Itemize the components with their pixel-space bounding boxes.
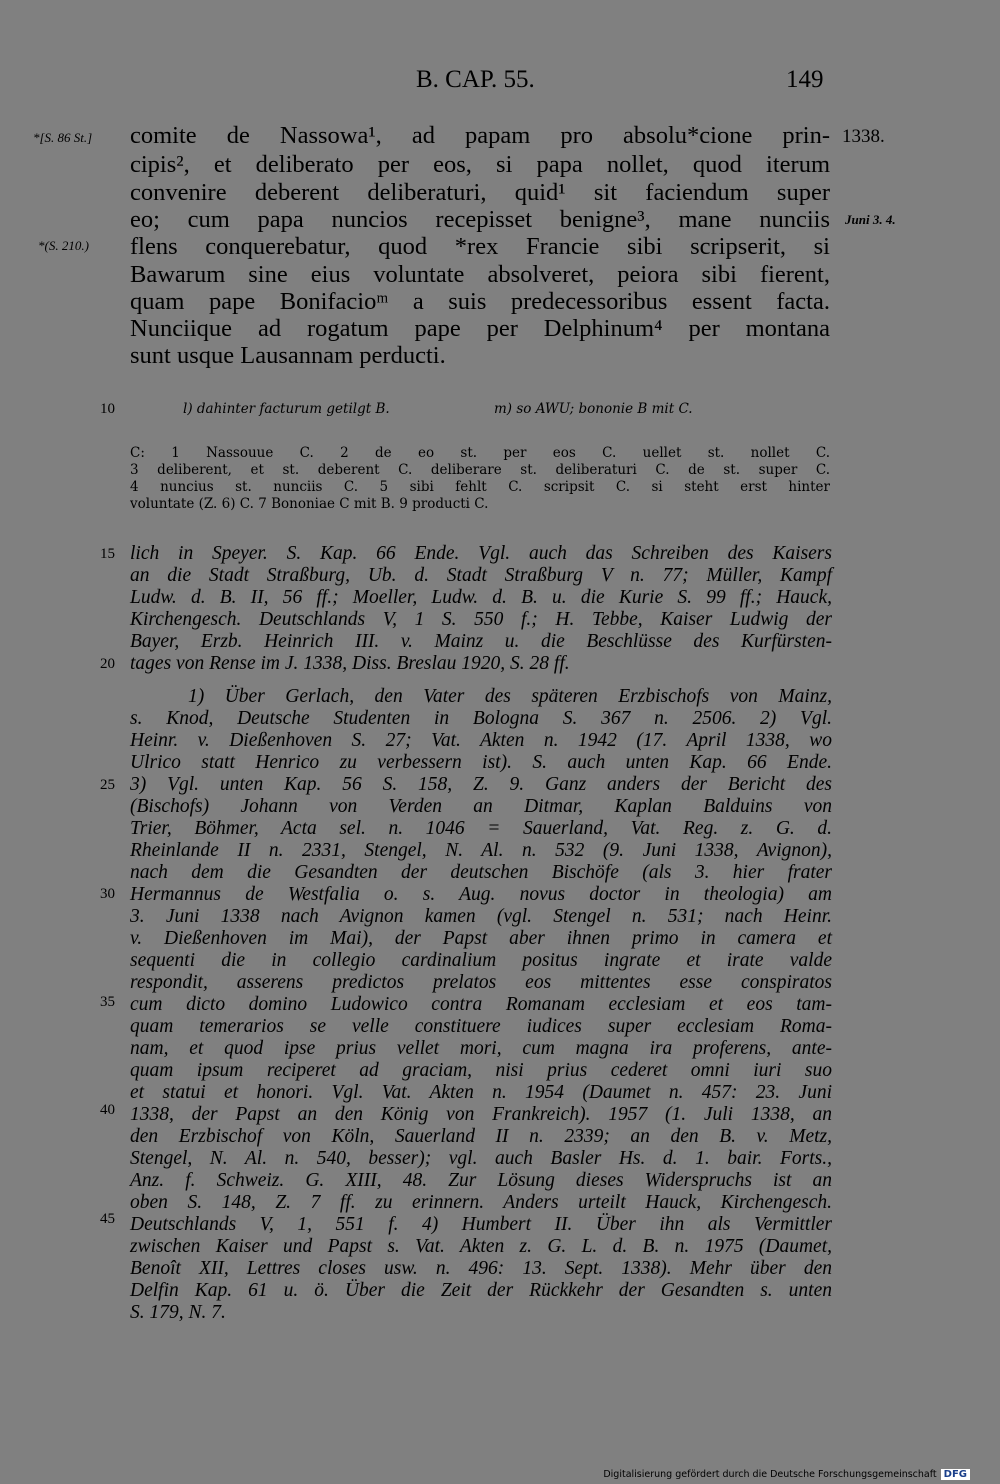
footnote-line: sequenti die in collegio cardinalium positus ingrate et irate valde bbox=[130, 950, 832, 971]
line-number: 40 bbox=[100, 1102, 115, 1118]
footnote-line: Ulrico statt Henrico zu verbessern ist). S. auch unten Kap. 66 Ende. bbox=[130, 752, 832, 773]
main-text-line: flens conquerebatur, quod *rex Francie sibi scripserit, si bbox=[130, 233, 830, 260]
footnote-line: respondit, asserens predictos prelatos eos mittentes esse conspiratos bbox=[130, 972, 832, 993]
footnote-line: Trier, Böhmer, Acta sel. n. 1046 = Sauerland, Vat. Reg. z. G. d. bbox=[130, 818, 832, 839]
page-number: 149 bbox=[786, 66, 824, 93]
running-header: B. CAP. 55. bbox=[416, 66, 535, 93]
main-text-line: eo; cum papa nuncios recepisset benigne³, mane nunciis bbox=[130, 206, 830, 233]
line-number: 30 bbox=[100, 886, 115, 902]
footnote-line: an die Stadt Straßburg, Ub. d. Stadt Straßburg V n. 77; Müller, Kampf bbox=[130, 565, 832, 586]
footnote-line: oben S. 148, Z. 7 ff. zu erinnern. Anders urteilt Hauck, Kirchengesch. bbox=[130, 1192, 832, 1213]
line-number: 35 bbox=[100, 994, 115, 1010]
footnote-line: 1338, der Papst an den König von Frankreich). 1957 (1. Juli 1338, an bbox=[130, 1104, 832, 1125]
footnote-line: Anz. f. Schweiz. G. XIII, 48. Zur Lösung dieses Widerspruchs ist an bbox=[130, 1170, 832, 1191]
line-number: 15 bbox=[100, 546, 115, 562]
dfg-logo-icon: DFG bbox=[941, 1469, 970, 1480]
apparatus-entry-l: l) dahinter facturum getilgt B. bbox=[183, 401, 390, 417]
variant-line: C: 1 Nassouue C. 2 de eo st. per eos C. uellet st. nollet C. bbox=[130, 445, 830, 461]
main-text-line: comite de Nassowa¹, ad papam pro absolu*cione prin- bbox=[130, 122, 830, 149]
footnote-line: Heinr. v. Dießenhoven S. 27; Vat. Akten n. 1942 (17. April 1338, wo bbox=[130, 730, 832, 751]
footnote-line: 3) Vgl. unten Kap. 56 S. 158, Z. 9. Ganz anders der Bericht des bbox=[130, 774, 832, 795]
footnote-line: S. 179, N. 7. bbox=[130, 1302, 226, 1323]
footnote-line: den Erzbischof von Köln, Sauerland II n. 2339; an den B. v. Metz, bbox=[130, 1126, 832, 1147]
line-number: 20 bbox=[100, 656, 115, 672]
main-text-line: sunt usque Lausannam perducti. bbox=[130, 342, 446, 369]
main-text-line: convenire deberent deliberaturi, quid¹ sit faciendum super bbox=[130, 179, 830, 206]
margin-note-ref-1: *[S. 86 St.] bbox=[33, 130, 93, 145]
main-text-line: cipis², et deliberato per eos, si papa nollet, quod iterum bbox=[130, 151, 830, 178]
footnote-line: Deutschlands V, 1, 551 f. 4) Humbert II. Über ihn als Vermittler bbox=[130, 1214, 832, 1235]
footnote-line: Ludw. d. B. II, 56 ff.; Moeller, Ludw. d. B. u. die Kurie S. 99 ff.; Hauck, bbox=[130, 587, 832, 608]
footnote-line: quam ipsum reciperet ad graciam, nisi prius cederet omni iuri suo bbox=[130, 1060, 832, 1081]
main-text-line: Nunciique ad rogatum pape per Delphinum⁴ per montana bbox=[130, 315, 830, 342]
variant-line: voluntate (Z. 6) C. 7 Bononiae C mit B. 9 producti C. bbox=[130, 496, 489, 512]
footnote-line: nam, et quod ipse prius vellet mori, cum magna ira proferens, ante- bbox=[130, 1038, 832, 1059]
footnote-line: Delfin Kap. 61 u. ö. Über die Zeit der Rückkehr der Gesandten s. unten bbox=[130, 1280, 832, 1301]
credit-text: Digitalisierung gefördert durch die Deutsche Forschungsgemeinschaft bbox=[603, 1469, 937, 1480]
footnote-line: 3. Juni 1338 nach Avignon kamen (vgl. Stengel n. 531; nach Heinr. bbox=[130, 906, 832, 927]
margin-note-ref-2: *(S. 210.) bbox=[38, 238, 89, 253]
variant-line: 3 deliberent, et st. deberent C. deliberare st. deliberaturi C. de st. super C. bbox=[130, 462, 830, 478]
main-text-line: quam pape Bonifacioᵐ a suis predecessoribus essent facta. bbox=[130, 288, 830, 315]
margin-year: 1338. bbox=[842, 126, 885, 147]
footnote-line: Kirchengesch. Deutschlands V, 1 S. 550 f.; H. Tebbe, Kaiser Ludwig der bbox=[130, 609, 832, 630]
footnote-line: cum dicto domino Ludowico contra Romanam ecclesiam et eos tam- bbox=[130, 994, 832, 1015]
footnote-line: et statui et honori. Vgl. Vat. Akten n. 1954 (Daumet n. 457: 23. Juni bbox=[130, 1082, 832, 1103]
line-number: 25 bbox=[100, 777, 115, 793]
footnote-line: lich in Speyer. S. Kap. 66 Ende. Vgl. auch das Schreiben des Kaisers bbox=[130, 543, 832, 564]
footnote-line: Rheinlande II n. 2331, Stengel, N. Al. n. 532 (9. Juni 1338, Avignon), bbox=[130, 840, 832, 861]
footnote-line: nach dem die Gesandten der deutschen Bischöfe (als 3. hier frater bbox=[130, 862, 832, 883]
footnote-line: 1) Über Gerlach, den Vater des späteren Erzbischofs von Mainz, bbox=[188, 686, 832, 707]
footnote-line: Bayer, Erzb. Heinrich III. v. Mainz u. die Beschlüsse des Kurfürsten- bbox=[130, 631, 832, 652]
footnote-line: zwischen Kaiser und Papst s. Vat. Akten z. G. L. d. B. n. 1975 (Daumet, bbox=[130, 1236, 832, 1257]
margin-date: Juni 3. 4. bbox=[845, 212, 896, 227]
main-text-line: Bawarum sine eius voluntate absolveret, peiora sibi fierent, bbox=[130, 261, 830, 288]
footnote-line: Benoît XII, Lettres closes usw. n. 496: 13. Sept. 1338). Mehr über den bbox=[130, 1258, 832, 1279]
digitization-credit bbox=[603, 1469, 970, 1480]
footnote-line: tages von Rense im J. 1338, Diss. Breslau 1920, S. 28 ff. bbox=[130, 653, 570, 674]
variant-line: 4 nuncius st. nunciis C. 5 sibi fehlt C. scripsit C. si steht erst hinter bbox=[130, 479, 830, 495]
apparatus-entry-m: m) so AWU; bononie B mit C. bbox=[494, 401, 693, 417]
line-number: 45 bbox=[100, 1211, 115, 1227]
footnote-line: Hermannus de Westfalia o. s. Aug. novus doctor in theologia) am bbox=[130, 884, 832, 905]
line-number: 10 bbox=[100, 401, 115, 417]
footnote-line: (Bischofs) Johann von Verden an Ditmar, Kaplan Balduins von bbox=[130, 796, 832, 817]
footnote-line: Stengel, N. Al. n. 540, besser); vgl. auch Basler Hs. d. 1. bair. Forts., bbox=[130, 1148, 832, 1169]
footnote-line: s. Knod, Deutsche Studenten in Bologna S. 367 n. 2506. 2) Vgl. bbox=[130, 708, 832, 729]
footnote-line: v. Dießenhoven im Mai), der Papst aber ihnen primo in camera et bbox=[130, 928, 832, 949]
footnote-line: quam temerarios se velle constituere iudices super ecclesiam Roma- bbox=[130, 1016, 832, 1037]
